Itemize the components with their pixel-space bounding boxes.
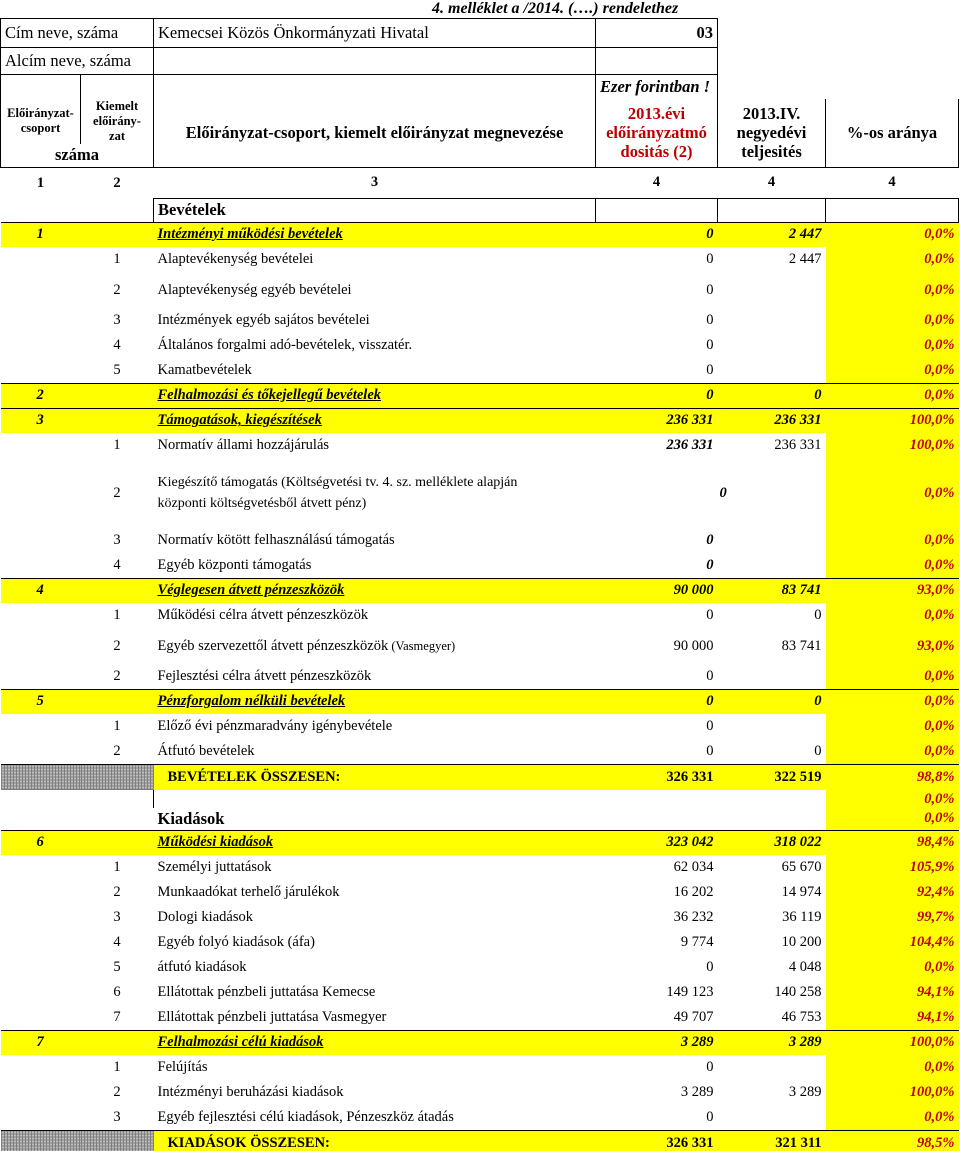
item-row xyxy=(1,1005,959,1030)
income-total-row xyxy=(1,764,959,790)
group-row xyxy=(1,383,959,408)
item-name: Egyéb központi támogatás xyxy=(157,556,312,573)
item-name: Kamatbevételek xyxy=(157,361,252,378)
item-name: Normatív állami hozzájárulás xyxy=(157,437,330,453)
pct-value: 0,0% xyxy=(826,222,959,247)
budget-table xyxy=(0,18,959,1151)
plan-value: 36 232 xyxy=(673,909,714,925)
pct-value: 0,0% xyxy=(826,955,959,980)
col-header-actual: 2013.IV. negyedévi teljesités xyxy=(718,99,826,168)
actual-value: 236 331 xyxy=(774,437,822,453)
item-name: Intézményi beruházási kiadások xyxy=(157,1084,344,1100)
section-income-title: Bevételek xyxy=(154,198,596,222)
group-number xyxy=(1,930,81,955)
col-header-pct: %-os aránya xyxy=(826,99,959,168)
pct-value: 0,0% xyxy=(826,1055,959,1080)
group-number xyxy=(1,272,81,308)
group-number xyxy=(1,714,81,739)
plan-value: 0 xyxy=(706,959,714,975)
plan-value: 90 000 xyxy=(596,578,718,603)
actual-value: 318 022 xyxy=(718,830,826,855)
group-number xyxy=(1,358,81,383)
plan-value: 0 xyxy=(706,556,714,573)
item-row xyxy=(1,1105,959,1130)
item-number: 2 xyxy=(113,281,121,298)
group-number: 1 xyxy=(1,222,81,247)
pct-value: 0,0% xyxy=(826,272,959,308)
item-name: Ellátottak pénzbeli juttatása Vasmegyer xyxy=(157,1008,387,1025)
item-name: Személyi juttatások xyxy=(157,859,272,875)
title-code: 03 xyxy=(596,19,718,48)
item-row xyxy=(1,433,959,458)
item-name: Kiegészítő támogatás (Költségvetési tv. 4. sz. melléklete alapján központi költségvetésből átvett pénz) xyxy=(157,475,518,511)
blank-cell xyxy=(718,198,826,222)
pct-value: 0,0% xyxy=(826,689,959,714)
group-name: Működési kiadások xyxy=(154,830,596,855)
actual-value: 0 xyxy=(718,383,826,408)
item-row xyxy=(1,333,959,358)
item-name: Alaptevékenység bevételei xyxy=(157,251,314,267)
pct-value: 100,0% xyxy=(826,433,959,458)
actual-value xyxy=(718,553,826,578)
expense-total-actual: 321 311 xyxy=(718,1130,826,1151)
item-name: Általános forgalmi adó-bevételek, visszatér. xyxy=(157,337,413,353)
currency-row xyxy=(1,75,959,99)
actual-value: 2 447 xyxy=(718,222,826,247)
group-number xyxy=(1,955,81,980)
plan-value: 0 xyxy=(706,667,714,684)
actual-value xyxy=(718,714,826,739)
pct-value: 94,1% xyxy=(826,980,959,1005)
item-number: 1 xyxy=(113,251,121,267)
col-header-name: Előirányzat-csoport, kiemelt előirányzat megnevezése xyxy=(154,99,596,168)
item-number: 2 xyxy=(113,1084,121,1100)
col-header-item: Kiemelt előirány- zat xyxy=(81,99,154,144)
item-number: 2 xyxy=(113,884,121,900)
item-number xyxy=(81,383,154,408)
pct-value: 0,0% xyxy=(826,247,959,272)
expense-total-label: KIADÁSOK ÖSSZESEN: xyxy=(154,1130,596,1151)
section-expense-title: Kiadások xyxy=(157,808,225,828)
hatch-cell xyxy=(1,1130,81,1151)
pct-value: 100,0% xyxy=(826,1080,959,1105)
group-number xyxy=(1,1105,81,1130)
item-row xyxy=(1,664,959,689)
group-number: 5 xyxy=(1,689,81,714)
actual-value: 10 200 xyxy=(781,934,822,950)
actual-value: 140 258 xyxy=(774,984,822,1000)
item-number: 4 xyxy=(113,556,121,573)
pct-value: 0,0% xyxy=(826,458,959,528)
actual-value: 0 xyxy=(814,742,822,759)
item-name: Működési célra átvett pénzeszközök xyxy=(157,607,369,623)
plan-value: 236 331 xyxy=(596,408,718,433)
item-name: Átfutó bevételek xyxy=(157,742,255,759)
item-number: 7 xyxy=(113,1008,121,1025)
group-number xyxy=(1,664,81,689)
item-number: 3 xyxy=(113,909,121,925)
pct-value: 105,9% xyxy=(826,855,959,880)
index-cell: 4 xyxy=(652,174,661,191)
item-number xyxy=(81,408,154,433)
item-name: Alaptevékenység egyéb bevételei xyxy=(157,281,352,298)
group-name: Felhalmozási célú kiadások xyxy=(154,1030,596,1055)
col-header-number: száma xyxy=(1,144,154,168)
pct-value: 99,7% xyxy=(826,905,959,930)
item-row xyxy=(1,603,959,628)
item-number xyxy=(81,830,154,855)
item-name: Munkaadókat terhelő járulékok xyxy=(157,884,340,900)
item-name: Dologi kiadások xyxy=(157,909,253,925)
item-name: Előző évi pénzmaradvány igénybevétele xyxy=(157,718,393,734)
actual-value: 36 119 xyxy=(782,909,822,925)
blank-cell xyxy=(596,808,718,830)
pct-value: 98,4% xyxy=(826,830,959,855)
group-number xyxy=(1,880,81,905)
plan-value: 0 xyxy=(706,312,714,328)
group-name: Pénzforgalom nélküli bevételek xyxy=(154,689,596,714)
column-header-row xyxy=(1,99,959,144)
group-number xyxy=(1,855,81,880)
item-row xyxy=(1,528,959,553)
group-number xyxy=(1,603,81,628)
plan-value: 0 xyxy=(706,1108,714,1125)
item-number: 4 xyxy=(113,934,121,950)
item-row xyxy=(1,955,959,980)
blank-cell xyxy=(81,808,154,830)
subtitle-row xyxy=(1,48,959,75)
pct-value: 100,0% xyxy=(826,1030,959,1055)
actual-value xyxy=(718,1105,826,1130)
item-number: 5 xyxy=(113,361,121,378)
column-index-row xyxy=(1,168,959,198)
income-total-actual: 322 519 xyxy=(718,764,826,790)
item-row xyxy=(1,308,959,333)
plan-value: 0 xyxy=(706,742,714,759)
plan-value: 323 042 xyxy=(596,830,718,855)
item-number: 2 xyxy=(113,637,121,654)
blank-cell xyxy=(81,198,154,222)
expense-total-plan: 326 331 xyxy=(596,1130,718,1151)
index-cell: 3 xyxy=(370,174,379,191)
pct-value: 0,0% xyxy=(826,553,959,578)
pct-value: 100,0% xyxy=(826,408,959,433)
pct-value: 94,1% xyxy=(826,1005,959,1030)
actual-value: 46 753 xyxy=(781,1008,822,1025)
group-row xyxy=(1,830,959,855)
group-row xyxy=(1,578,959,603)
item-row xyxy=(1,1055,959,1080)
plan-value: 0 xyxy=(706,532,714,548)
income-total-label: BEVÉTELEK ÖSSZESEN: xyxy=(154,764,596,790)
item-number: 5 xyxy=(113,959,121,975)
blank-cell xyxy=(596,198,718,222)
item-row xyxy=(1,714,959,739)
item-number: 3 xyxy=(113,312,121,328)
actual-value: 0 xyxy=(814,607,822,623)
pct-value: 0,0% xyxy=(826,528,959,553)
item-row xyxy=(1,980,959,1005)
plan-value: 0 xyxy=(706,251,714,267)
plan-value: 0 xyxy=(706,337,714,353)
pct-value: 0,0% xyxy=(826,358,959,383)
group-number xyxy=(1,905,81,930)
group-number: 2 xyxy=(1,383,81,408)
item-row xyxy=(1,930,959,955)
group-number xyxy=(1,1080,81,1105)
hatch-cell xyxy=(1,764,81,790)
col-header-group: Előirányzat- csoport xyxy=(1,99,81,144)
actual-value xyxy=(718,308,826,333)
plan-value: 0 xyxy=(706,281,714,298)
plan-value: 0 xyxy=(706,1059,714,1075)
item-name: átfutó kiadások xyxy=(157,959,247,975)
index-cell: 4 xyxy=(888,174,896,191)
pct-value: 0,0% xyxy=(826,308,959,333)
item-number: 6 xyxy=(113,984,121,1000)
income-total-plan: 326 331 xyxy=(596,764,718,790)
group-number xyxy=(1,528,81,553)
item-number: 1 xyxy=(113,718,121,734)
item-name: Normatív kötött felhasználású támogatás xyxy=(157,532,395,548)
actual-value: 3 289 xyxy=(718,1030,826,1055)
item-number: 4 xyxy=(113,337,121,353)
group-number xyxy=(1,1055,81,1080)
blank-cell xyxy=(596,790,718,808)
plan-value: 3 289 xyxy=(596,1030,718,1055)
group-number xyxy=(1,247,81,272)
group-number: 6 xyxy=(1,830,81,855)
col-header-plan: 2013.évi előirányzatmó dositás (2) xyxy=(596,99,718,168)
item-number: 3 xyxy=(113,532,121,548)
annex-title: 4. melléklet a /2014. (….) rendelethez xyxy=(432,0,679,17)
group-number xyxy=(1,980,81,1005)
actual-value: 0 xyxy=(718,689,826,714)
group-number xyxy=(1,433,81,458)
item-number xyxy=(81,222,154,247)
item-row xyxy=(1,739,959,764)
pct-value: 0,0% xyxy=(826,714,959,739)
item-row xyxy=(1,272,959,308)
actual-value xyxy=(718,528,826,553)
group-row xyxy=(1,689,959,714)
group-number: 3 xyxy=(1,408,81,433)
pct-value: 0,0% xyxy=(826,808,959,830)
item-row xyxy=(1,458,959,528)
expense-total-pct: 98,5% xyxy=(826,1130,959,1151)
blank-cell xyxy=(718,790,826,808)
pct-value: 0,0% xyxy=(826,1105,959,1130)
group-number: 7 xyxy=(1,1030,81,1055)
plan-value: 0 xyxy=(596,222,718,247)
plan-value: 3 289 xyxy=(680,1084,714,1100)
actual-value: 14 974 xyxy=(781,884,822,900)
group-name: Véglegesen átvett pénzeszközök xyxy=(154,578,596,603)
item-name: Ellátottak pénzbeli juttatása Kemecse xyxy=(157,984,376,1000)
hatch-cell xyxy=(81,1130,154,1151)
actual-value: 236 331 xyxy=(718,408,826,433)
actual-value: 65 670 xyxy=(781,859,822,875)
plan-value: 16 202 xyxy=(673,884,714,900)
item-number: 1 xyxy=(113,607,121,623)
group-name: Intézményi működési bevételek xyxy=(154,222,596,247)
item-name: Felújítás xyxy=(157,1059,208,1075)
item-number xyxy=(81,1030,154,1055)
pct-value: 0,0% xyxy=(826,664,959,689)
item-number: 2 xyxy=(113,484,121,501)
pct-value: 92,4% xyxy=(826,880,959,905)
plan-value: 0 xyxy=(706,607,714,623)
pct-value: 0,0% xyxy=(826,333,959,358)
spacer-row xyxy=(1,790,959,808)
title-label: Cím neve, száma xyxy=(1,19,154,48)
group-number xyxy=(1,553,81,578)
plan-value: 0 xyxy=(596,383,718,408)
group-row xyxy=(1,1030,959,1055)
blank-cell xyxy=(1,198,81,222)
item-row xyxy=(1,1080,959,1105)
actual-value: 2 447 xyxy=(788,251,822,267)
group-number xyxy=(1,628,81,664)
plan-value: 62 034 xyxy=(673,859,714,875)
pct-value: 0,0% xyxy=(826,383,959,408)
actual-value xyxy=(718,664,826,689)
item-row xyxy=(1,247,959,272)
pct-value: 0,0% xyxy=(826,790,959,808)
item-number: 1 xyxy=(113,437,121,453)
blank-cell xyxy=(1,808,81,830)
item-row xyxy=(1,553,959,578)
blank-cell xyxy=(718,808,826,830)
actual-value xyxy=(718,333,826,358)
group-name: Felhalmozási és tőkejellegű bevételek xyxy=(154,383,596,408)
item-number: 3 xyxy=(113,1108,121,1125)
plan-value: 9 774 xyxy=(680,934,714,950)
item-number: 1 xyxy=(113,1059,121,1075)
index-cell: 2 xyxy=(113,174,121,191)
group-number: 4 xyxy=(1,578,81,603)
item-row xyxy=(1,880,959,905)
item-name: Intézmények egyéb sajátos bevételei xyxy=(157,312,370,328)
subtitle-label: Alcím neve, száma xyxy=(1,48,154,75)
group-number xyxy=(1,308,81,333)
group-name: Támogatások, kiegészítések xyxy=(154,408,596,433)
income-total-pct: 98,8% xyxy=(826,764,959,790)
group-number xyxy=(1,458,81,528)
group-number xyxy=(1,739,81,764)
actual-value: 0 xyxy=(719,484,727,501)
group-number xyxy=(1,333,81,358)
pct-value: 0,0% xyxy=(826,739,959,764)
item-number xyxy=(81,578,154,603)
title-row xyxy=(1,19,959,48)
blank-cell xyxy=(154,790,596,808)
actual-value xyxy=(718,272,826,308)
plan-value: 149 123 xyxy=(666,984,714,1000)
actual-value: 83 741 xyxy=(718,578,826,603)
group-number xyxy=(1,1005,81,1030)
plan-value: 236 331 xyxy=(666,437,714,453)
pct-value: 0,0% xyxy=(826,603,959,628)
pct-value: 93,0% xyxy=(826,628,959,664)
item-name: Egyéb szervezettől átvett pénzeszközök (Vasmegyer) xyxy=(157,637,456,654)
currency-note: Ezer forintban ! xyxy=(596,75,718,99)
item-row xyxy=(1,628,959,664)
index-cell: 4 xyxy=(767,174,776,191)
blank-cell xyxy=(1,790,81,808)
item-number: 2 xyxy=(113,742,121,759)
actual-value xyxy=(718,358,826,383)
actual-value xyxy=(718,1055,826,1080)
actual-value: 3 289 xyxy=(788,1084,822,1100)
item-row xyxy=(1,358,959,383)
section-expense-row xyxy=(1,808,959,830)
actual-value: 4 048 xyxy=(788,959,822,975)
plan-value xyxy=(596,458,718,528)
group-row xyxy=(1,222,959,247)
item-name: Fejlesztési célra átvett pénzeszközök xyxy=(157,667,372,684)
item-name: Egyéb fejlesztési célú kiadások, Pénzeszköz átadás xyxy=(157,1108,454,1125)
item-name: Egyéb folyó kiadások (áfa) xyxy=(157,934,315,950)
plan-value: 49 707 xyxy=(673,1008,714,1025)
hatch-cell xyxy=(81,764,154,790)
plan-value: 0 xyxy=(706,718,714,734)
item-number: 1 xyxy=(113,859,121,875)
group-row xyxy=(1,408,959,433)
plan-value: 0 xyxy=(596,689,718,714)
section-income-row xyxy=(1,198,959,222)
plan-value: 90 000 xyxy=(673,637,714,654)
pct-value: 104,4% xyxy=(826,930,959,955)
expense-total-row xyxy=(1,1130,959,1151)
blank-cell xyxy=(81,790,154,808)
index-cell: 1 xyxy=(36,174,45,191)
item-number xyxy=(81,689,154,714)
pct-value: 93,0% xyxy=(826,578,959,603)
plan-value: 0 xyxy=(706,361,714,378)
blank-cell xyxy=(826,198,959,222)
item-row xyxy=(1,855,959,880)
title-value: Kemecsei Közös Önkormányzati Hivatal xyxy=(154,19,596,48)
item-row xyxy=(1,905,959,930)
item-number: 2 xyxy=(113,667,121,684)
actual-value: 83 741 xyxy=(781,637,822,654)
